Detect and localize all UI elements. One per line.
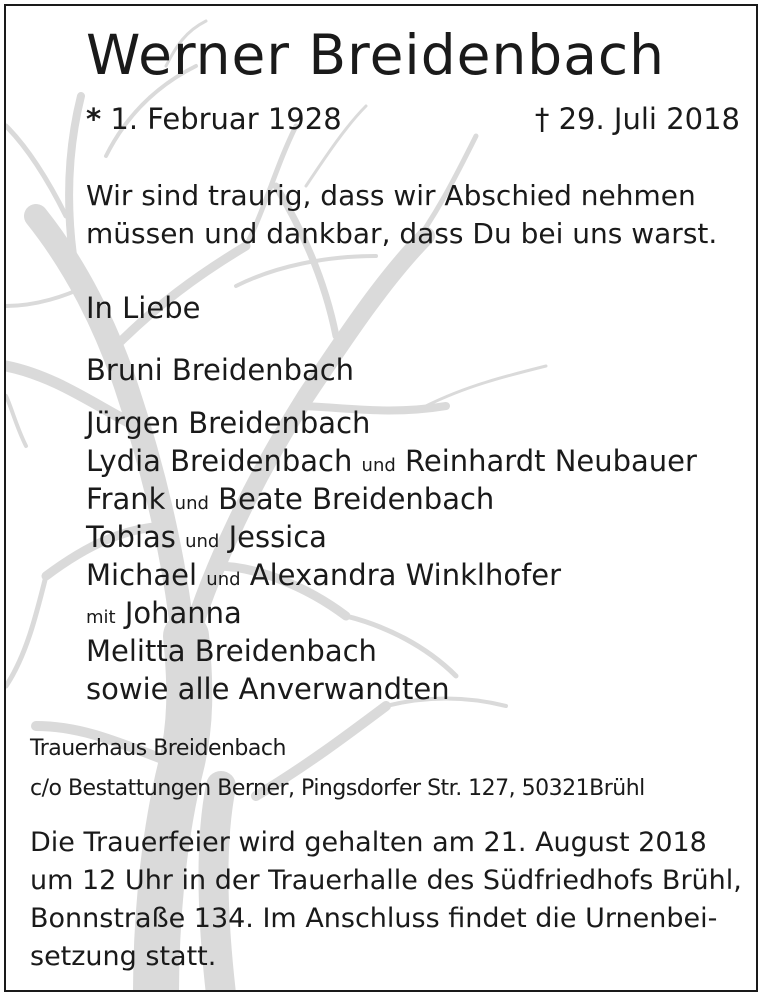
mourner-name: Michael [86,558,198,592]
life-dates [86,102,746,142]
deceased-name: Werner Breidenbach [86,23,666,87]
death-cross-icon: † [534,102,550,136]
mourner-line [86,595,242,631]
mourner-name: Jessica [228,520,327,554]
mourner-line [86,443,697,479]
address-line-1: Trauerhaus Breidenbach [30,736,286,761]
mourner-line [86,519,327,555]
address-line-2: c/o Bestattungen Berner, Pingsdorfer Str. 127, 50321Brühl [30,776,645,801]
mourner-name: Reinhardt Neubauer [405,444,697,478]
mourner-line: Jürgen Breidenbach [86,406,371,440]
mourner-name: Tobias [86,520,176,554]
conjunction: und [206,569,241,590]
death-info [535,102,740,136]
conjunction: und [174,493,209,514]
mourner-name: Alexandra Winklhofer [249,558,562,592]
birth-date: 1. Februar 1928 [110,102,342,136]
message-line-2: müssen und dankbar, dass Du bei uns warst. [86,217,718,250]
conjunction: und [361,455,396,476]
ceremony-text: Die Trauerfeier wird gehalten am 21. August 2018 um 12 Uhr in der Trauerhalle des Südfriedhofs Brühl, Bonnstraße 134. Im Anschluss findet die Urnenbei- setzung statt. [30,827,742,972]
obituary-card [4,4,758,992]
mourner-line: Melitta Breidenbach [86,634,377,668]
mourner-line: sowie alle Anverwandten [86,672,450,706]
mourner-name: Beate Breidenbach [218,482,495,516]
birth-star-icon: * [86,102,102,136]
mourner-spouse: Bruni Breidenbach [86,353,355,387]
conjunction: mit [86,607,116,628]
death-date: 29. Juli 2018 [558,102,740,136]
mourner-name: Lydia Breidenbach [86,444,353,478]
conjunction: und [185,531,220,552]
birth-info [86,102,342,136]
mourner-line [86,481,494,517]
closing-text: In Liebe [86,291,201,325]
mourner-name: Johanna [124,596,242,630]
mourner-line [86,557,561,593]
mourner-name: Frank [86,482,166,516]
message-line-1: Wir sind traurig, dass wir Abschied nehmen [86,179,696,212]
